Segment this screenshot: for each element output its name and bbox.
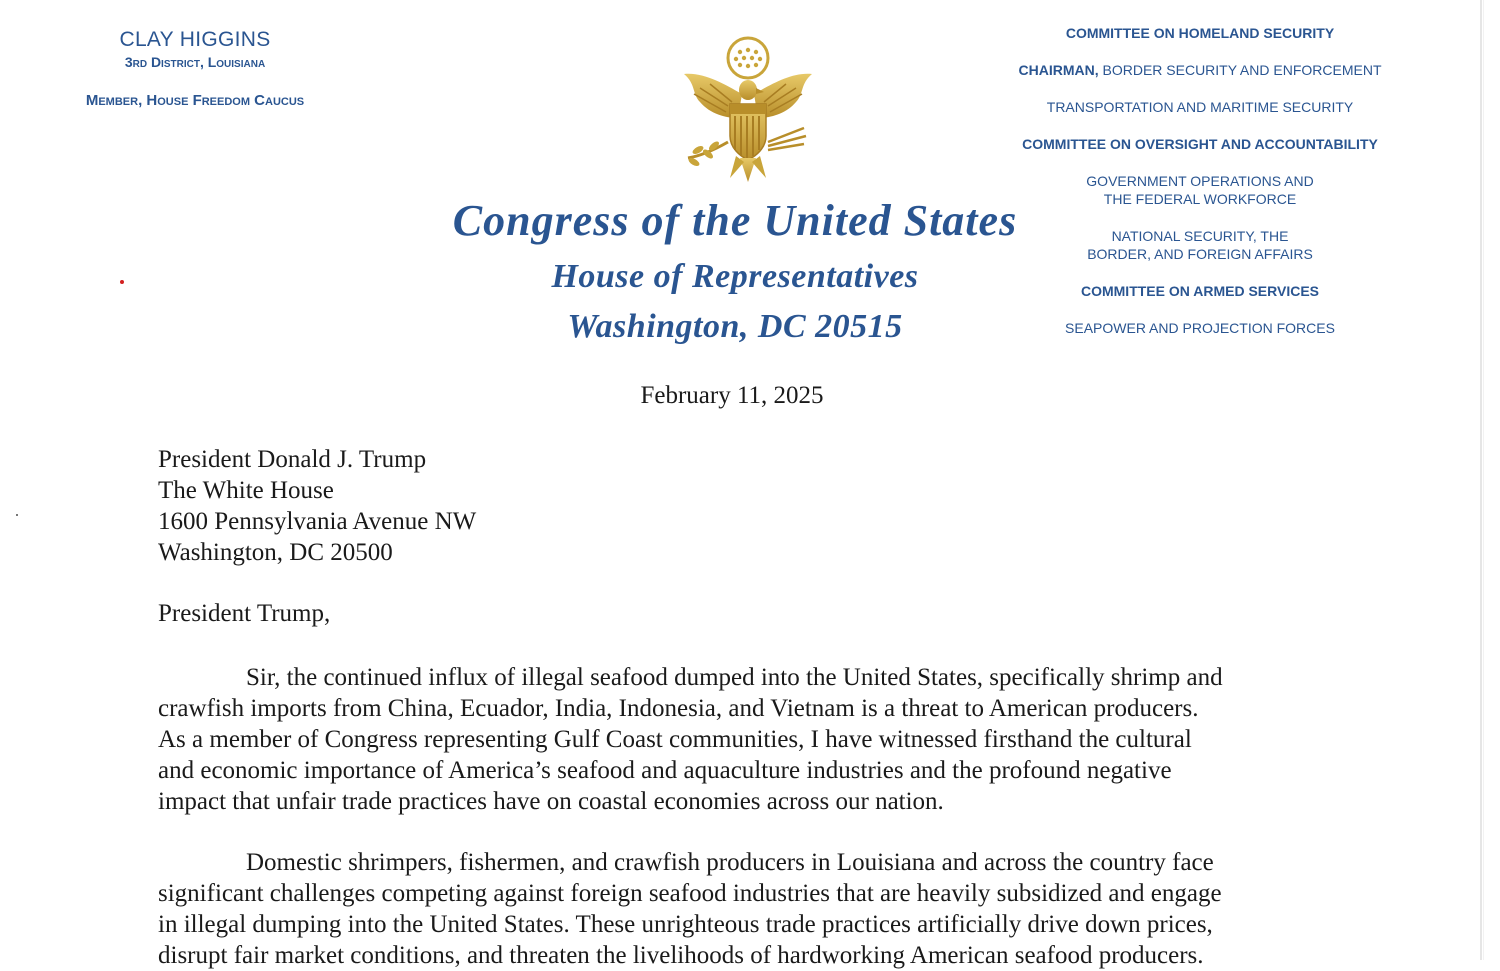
paragraph-line: Domestic shrimpers, fishermen, and crawfish producers in Louisiana and across the country face — [246, 849, 1214, 876]
paragraph-line: in illegal dumping into the United States. These unrighteous trade practices artificially drive down prices, — [158, 911, 1213, 938]
great-seal-eagle-icon — [670, 32, 826, 194]
committee-oversight: COMMITTEE ON OVERSIGHT AND ACCOUNTABILITY — [1022, 136, 1378, 152]
red-mark — [120, 280, 124, 284]
paragraph-line: significant challenges competing against foreign seafood industries that are heavily subsidized and engage — [158, 880, 1222, 907]
member-header — [60, 28, 330, 109]
subcommittee-national-security — [1000, 227, 1400, 263]
address-line: President Donald J. Trump — [158, 446, 427, 473]
member-name: CLAY HIGGINS — [119, 28, 271, 51]
salutation: President Trump, — [158, 600, 331, 627]
subcommittee-government-operations-line1: GOVERNMENT OPERATIONS AND — [1086, 173, 1314, 189]
address-line: The White House — [158, 477, 334, 504]
address-line: Washington, DC 20500 — [158, 539, 393, 566]
letter-date: February 11, 2025 — [640, 382, 824, 409]
paragraph-line: and economic importance of America’s seafood and aquaculture industries and the profound negative — [158, 757, 1172, 784]
subcommittee-border-security-label: BORDER SECURITY AND ENFORCEMENT — [1098, 62, 1382, 78]
subcommittee-government-operations-line2: THE FEDERAL WORKFORCE — [1103, 191, 1297, 207]
page-edge-shadow — [1483, 0, 1484, 960]
subcommittee-transportation-maritime: TRANSPORTATION AND MARITIME SECURITY — [1046, 99, 1354, 115]
paragraph-line: As a member of Congress representing Gulf Coast communities, I have witnessed firsthand the cultural — [158, 726, 1192, 753]
paragraph-line: disrupt fair market conditions, and threaten the livelihoods of hardworking American seafood producers. — [158, 942, 1204, 969]
washington-address: Washington, DC 20515 — [567, 308, 903, 345]
subcommittee-government-operations — [1000, 172, 1400, 208]
paragraph-line: Sir, the continued influx of illegal seafood dumped into the United States, specifically shrimp and — [246, 664, 1223, 691]
committee-armed-services: COMMITTEE ON ARMED SERVICES — [1080, 283, 1320, 299]
subcommittee-seapower: SEAPOWER AND PROJECTION FORCES — [1065, 320, 1335, 336]
congress-title: Congress of the United States — [452, 196, 1018, 245]
chairman-label: CHAIRMAN, — [1018, 62, 1099, 78]
member-district: 3rd District, Louisiana — [124, 54, 266, 70]
paragraph-2 — [158, 847, 1308, 971]
committee-homeland-security: COMMITTEE ON HOMELAND SECURITY — [1065, 25, 1335, 41]
paragraph-1 — [158, 662, 1308, 817]
paragraph-line: crawfish imports from China, Ecuador, India, Indonesia, and Vietnam is a threat to American producers. — [158, 695, 1199, 722]
member-caucus: Member, House Freedom Caucus — [85, 92, 305, 109]
house-title: House of Representatives — [551, 258, 919, 295]
page-edge — [1480, 0, 1482, 960]
address-line: 1600 Pennsylvania Avenue NW — [158, 508, 477, 535]
office-title-block — [430, 190, 1040, 352]
scan-speck — [16, 514, 18, 516]
paragraph-line: impact that unfair trade practices have on coastal economies across our nation. — [158, 788, 944, 815]
subcommittee-national-security-line1: NATIONAL SECURITY, THE — [1111, 228, 1289, 244]
committee-list — [1000, 24, 1400, 356]
subcommittee-border-security — [1000, 61, 1400, 79]
subcommittee-national-security-line2: BORDER, AND FOREIGN AFFAIRS — [1087, 246, 1313, 262]
recipient-address — [158, 444, 476, 568]
